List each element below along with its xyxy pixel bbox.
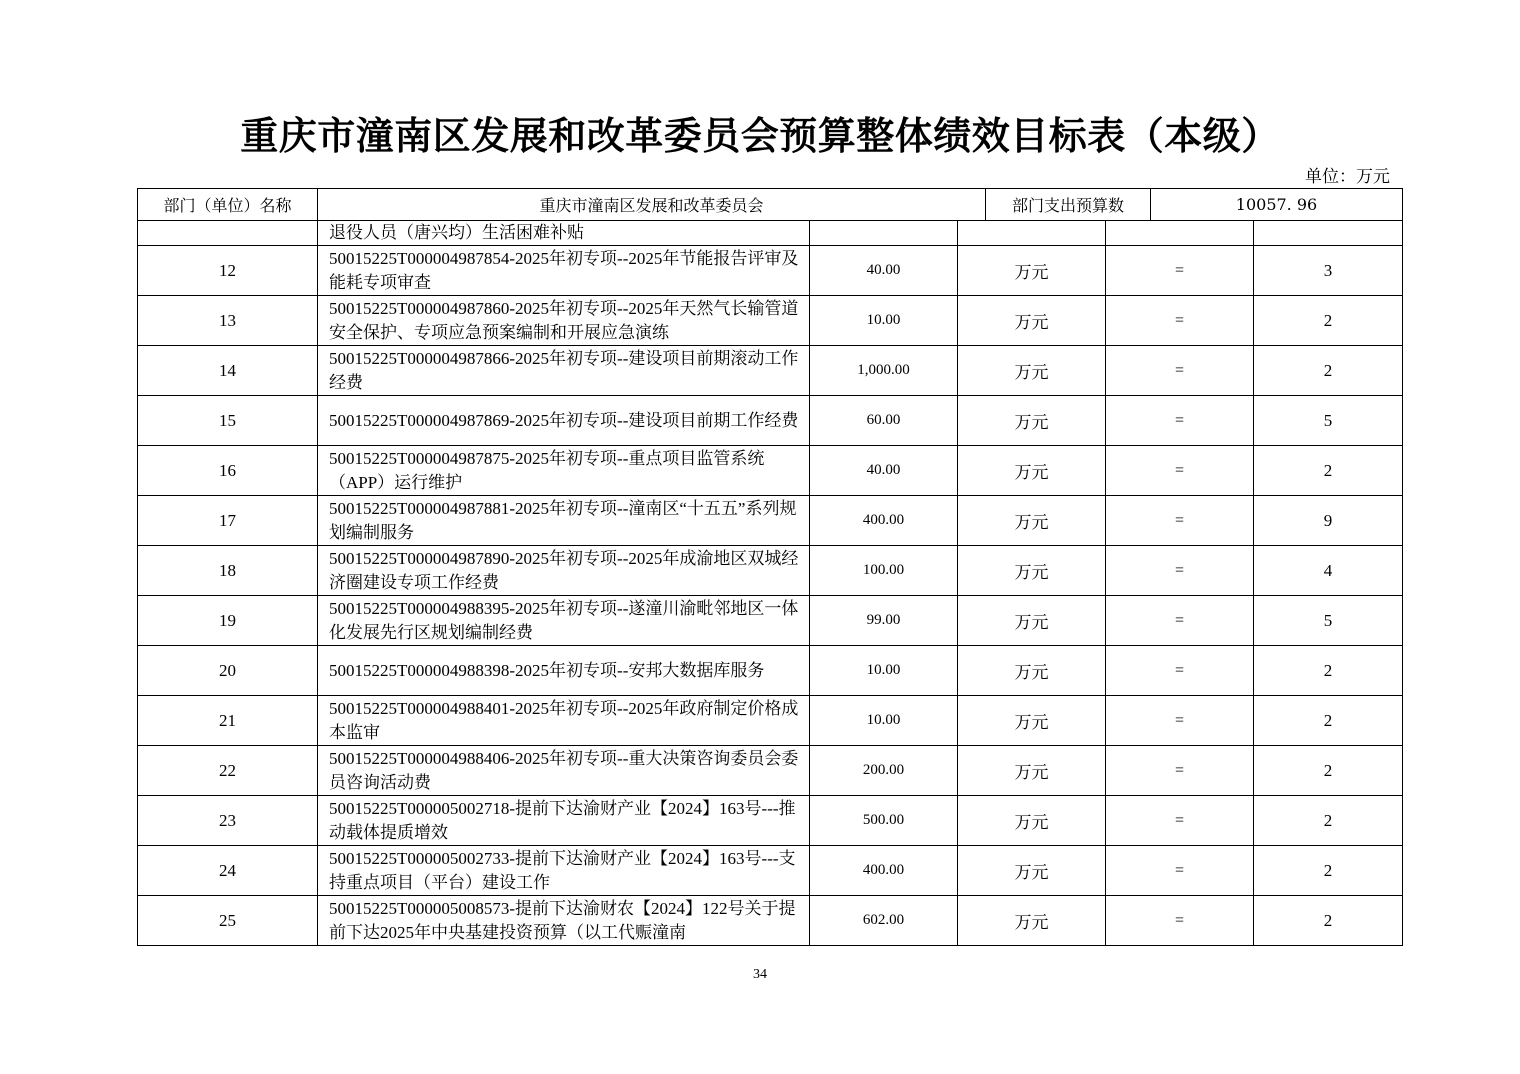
cell-desc: 50015225T000004987875-2025年初专项--重点项目监管系统（APP）运行维护 [318, 446, 810, 496]
cell-desc: 50015225T000005002718-提前下达渝财产业【2024】163号---推动载体提质增效 [318, 796, 810, 846]
table-row [138, 846, 1403, 896]
indicator-table [137, 220, 1403, 946]
cell-desc: 50015225T000004988398-2025年初专项--安邦大数据库服务 [318, 646, 810, 696]
cell-amount: 60.00 [810, 396, 958, 446]
table-row [138, 546, 1403, 596]
cell-val: 2 [1254, 346, 1403, 396]
cell-no: 12 [138, 246, 318, 296]
cell-val: 4 [1254, 546, 1403, 596]
cell-op: = [1106, 696, 1254, 746]
cell-op: = [1106, 896, 1254, 946]
cell-unit: 万元 [958, 396, 1106, 446]
cell-desc: 50015225T000004987869-2025年初专项--建设项目前期工作经费 [318, 396, 810, 446]
cell-val [1254, 221, 1403, 246]
cell-op: = [1106, 846, 1254, 896]
cell-amount: 200.00 [810, 746, 958, 796]
cell-val: 2 [1254, 646, 1403, 696]
cell-amount: 500.00 [810, 796, 958, 846]
cell-no: 17 [138, 496, 318, 546]
cell-val: 2 [1254, 796, 1403, 846]
cell-unit: 万元 [958, 546, 1106, 596]
cell-unit: 万元 [958, 496, 1106, 546]
cell-no: 16 [138, 446, 318, 496]
cell-unit: 万元 [958, 696, 1106, 746]
cell-desc: 50015225T000004988406-2025年初专项--重大决策咨询委员会委员咨询活动费 [318, 746, 810, 796]
cell-desc: 退役人员（唐兴均）生活困难补贴 [318, 221, 810, 246]
cell-unit: 万元 [958, 746, 1106, 796]
cell-unit: 万元 [958, 646, 1106, 696]
cell-unit: 万元 [958, 596, 1106, 646]
cell-op: = [1106, 396, 1254, 446]
cell-unit: 万元 [958, 246, 1106, 296]
cell-val: 9 [1254, 496, 1403, 546]
cell-no: 13 [138, 296, 318, 346]
cell-amount: 100.00 [810, 546, 958, 596]
table-row [138, 646, 1403, 696]
cell-val: 2 [1254, 746, 1403, 796]
cell-op: = [1106, 296, 1254, 346]
budget-value: 10057. 96 [1151, 189, 1403, 221]
cell-val: 5 [1254, 596, 1403, 646]
cell-desc: 50015225T000004988401-2025年初专项--2025年政府制定价格成本监审 [318, 696, 810, 746]
cell-no: 15 [138, 396, 318, 446]
cell-no: 18 [138, 546, 318, 596]
cell-val: 2 [1254, 696, 1403, 746]
cell-amount: 1,000.00 [810, 346, 958, 396]
unit-label: 单位：万元 [1305, 167, 1390, 187]
cell-op: = [1106, 446, 1254, 496]
cell-unit [958, 221, 1106, 246]
cell-unit: 万元 [958, 446, 1106, 496]
table-row [138, 896, 1403, 946]
cell-desc: 50015225T000004987881-2025年初专项--潼南区“十五五”系列规划编制服务 [318, 496, 810, 546]
cell-amount: 40.00 [810, 246, 958, 296]
cell-no: 24 [138, 846, 318, 896]
cell-unit: 万元 [958, 896, 1106, 946]
table-row [138, 346, 1403, 396]
table-row [138, 446, 1403, 496]
cell-op: = [1106, 596, 1254, 646]
table-row [138, 396, 1403, 446]
cell-amount: 602.00 [810, 896, 958, 946]
cell-no: 25 [138, 896, 318, 946]
cell-no: 23 [138, 796, 318, 846]
cell-op: = [1106, 746, 1254, 796]
table-row [138, 596, 1403, 646]
cell-amount: 40.00 [810, 446, 958, 496]
cell-val: 5 [1254, 396, 1403, 446]
cell-no: 14 [138, 346, 318, 396]
cell-val: 2 [1254, 896, 1403, 946]
table-row-partial [138, 221, 1403, 246]
cell-no: 20 [138, 646, 318, 696]
cell-amount: 10.00 [810, 696, 958, 746]
cell-desc: 50015225T000004987860-2025年初专项--2025年天然气长输管道安全保护、专项应急预案编制和开展应急演练 [318, 296, 810, 346]
cell-op: = [1106, 646, 1254, 696]
header-row [138, 189, 1403, 221]
cell-unit: 万元 [958, 846, 1106, 896]
page-number: 34 [753, 967, 767, 982]
cell-desc: 50015225T000004987890-2025年初专项--2025年成渝地区双城经济圈建设专项工作经费 [318, 546, 810, 596]
cell-unit: 万元 [958, 296, 1106, 346]
cell-val: 2 [1254, 846, 1403, 896]
cell-op: = [1106, 246, 1254, 296]
table-row [138, 296, 1403, 346]
cell-no: 21 [138, 696, 318, 746]
cell-no: 19 [138, 596, 318, 646]
cell-no: 22 [138, 746, 318, 796]
budget-label: 部门支出预算数 [986, 189, 1151, 221]
cell-op: = [1106, 346, 1254, 396]
table-row [138, 246, 1403, 296]
cell-amount: 400.00 [810, 496, 958, 546]
cell-unit: 万元 [958, 346, 1106, 396]
cell-amount: 10.00 [810, 296, 958, 346]
cell-desc: 50015225T000004988395-2025年初专项--遂潼川渝毗邻地区一体化发展先行区规划编制经费 [318, 596, 810, 646]
cell-amount: 10.00 [810, 646, 958, 696]
cell-no [138, 221, 318, 246]
cell-op: = [1106, 546, 1254, 596]
cell-unit: 万元 [958, 796, 1106, 846]
header-table [137, 188, 1403, 221]
cell-val: 2 [1254, 296, 1403, 346]
cell-amount: 400.00 [810, 846, 958, 896]
cell-desc: 50015225T000004987866-2025年初专项--建设项目前期滚动工作经费 [318, 346, 810, 396]
cell-amount: 99.00 [810, 596, 958, 646]
table-row [138, 696, 1403, 746]
cell-op: = [1106, 796, 1254, 846]
table-row [138, 496, 1403, 546]
dept-label: 部门（单位）名称 [138, 189, 318, 221]
page-title: 重庆市潼南区发展和改革委员会预算整体绩效目标表（本级） [240, 114, 1280, 158]
cell-op [1106, 221, 1254, 246]
cell-desc: 50015225T000005008573-提前下达渝财农【2024】122号关于提前下达2025年中央基建投资预算（以工代赈潼南 [318, 896, 810, 946]
cell-desc: 50015225T000005002733-提前下达渝财产业【2024】163号---支持重点项目（平台）建设工作 [318, 846, 810, 896]
cell-op: = [1106, 496, 1254, 546]
dept-value: 重庆市潼南区发展和改革委员会 [318, 189, 986, 221]
cell-amount [810, 221, 958, 246]
table-row [138, 746, 1403, 796]
cell-desc: 50015225T000004987854-2025年初专项--2025年节能报告评审及能耗专项审查 [318, 246, 810, 296]
table-row [138, 796, 1403, 846]
cell-val: 2 [1254, 446, 1403, 496]
cell-val: 3 [1254, 246, 1403, 296]
